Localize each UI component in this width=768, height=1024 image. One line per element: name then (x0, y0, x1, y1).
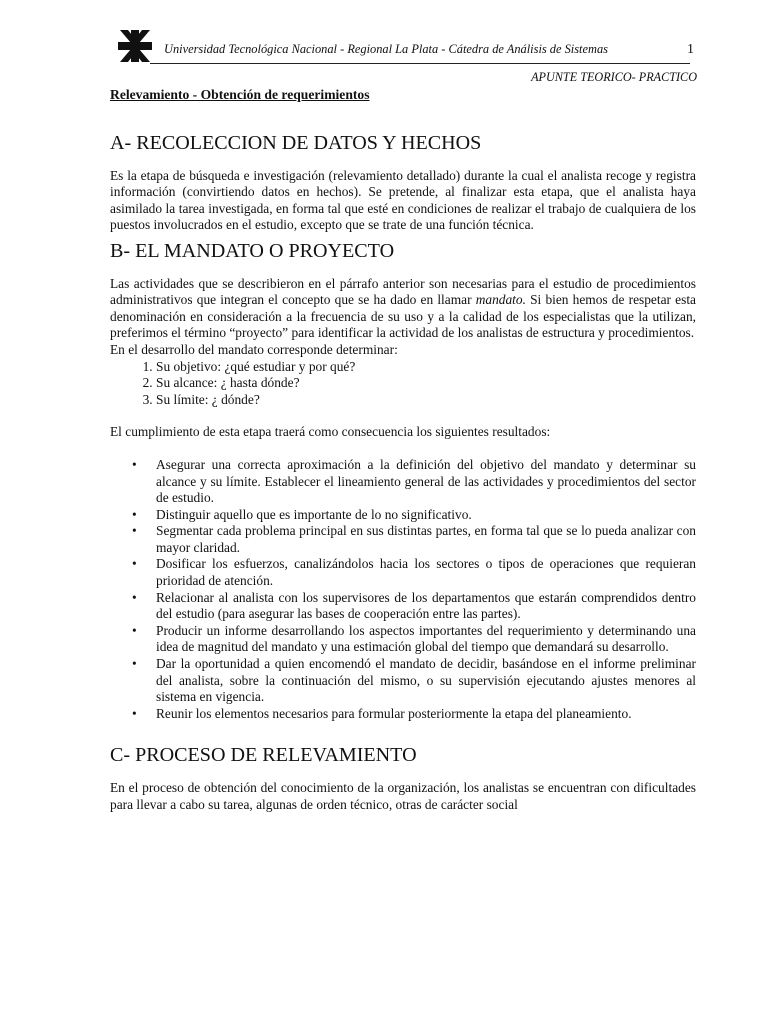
result-text: Relacionar al analista con los supervisores de los departamentos que estarán comprendidos dentro del estudio (para asegurar las bases de cooperación entre las partes). (156, 589, 696, 622)
utn-logo-icon (118, 30, 152, 62)
mandato-numbered-list (110, 359, 696, 409)
list-item: 1. Su objetivo: ¿qué estudiar y por qué? (156, 359, 696, 376)
section-b-heading: B- EL MANDATO O PROYECTO (110, 239, 395, 262)
list-item (110, 523, 696, 556)
mandato-emphasis: mandato. (475, 292, 526, 308)
result-text: Asegurar una correcta aproximación a la definición del objetivo del mandato y determinar su alcance y su límite. Establecer el lineamiento general de las actividades y procedimientos del sector de estudio. (156, 456, 696, 506)
page-number: 1 (687, 42, 694, 57)
bullet-icon: • (132, 589, 137, 605)
section-a-heading: A- RECOLECCION DE DATOS Y HECHOS (110, 132, 482, 154)
list-item (110, 590, 696, 623)
header-institution: Universidad Tecnológica Nacional - Regional La Plata - Cátedra de Análisis de Sistemas (164, 42, 608, 56)
bullet-icon: • (132, 705, 137, 721)
list-item: 2. Su alcance: ¿ hasta dónde? (156, 375, 696, 392)
bullet-icon: • (132, 523, 137, 539)
bullet-icon: • (132, 556, 137, 572)
results-bullet-list (110, 457, 696, 723)
list-item (110, 656, 696, 706)
result-text: Dar la oportunidad a quien encomendó el mandato de decidir, basándose en el informe preliminar del analista, sobre la continuación del mismo, o su supervisión ejecutando ajustes menores al sistema en vigencia. (156, 656, 696, 705)
section-b-text-2: Si bien hemos de respetar esta denominación en consideración a la frecuencia de su uso y a la calidad de los especialistas que la utilizan, preferimos el término “proyecto” para identificar la actividad de los analistas de estructura y procedimientos. (110, 292, 696, 341)
list-item (110, 556, 696, 589)
result-text: Distinguir aquello que es importante de lo no significativo. (156, 506, 472, 522)
bullet-icon: • (132, 622, 137, 638)
section-b-paragraph (110, 276, 696, 342)
bullet-icon: • (132, 456, 137, 472)
section-c-paragraph: En el proceso de obtención del conocimiento de la organización, los analistas se encuentran con dificultades para llevar a cabo su tarea, algunas de orden técnico, otras de carácter social (110, 780, 696, 812)
results-intro: El cumplimiento de esta etapa traerá como consecuencia los siguientes resultados: (110, 424, 551, 440)
list-item (110, 457, 696, 507)
list-item (110, 706, 696, 723)
section-c-heading: C- PROCESO DE RELEVAMIENTO (110, 744, 417, 767)
section-a-paragraph: Es la etapa de búsqueda e investigación (relevamiento detallado) durante la cual el analista recoge y registra información (convirtiendo datos en hechos). Se pretende, al finalizar esta etapa, que el analista haya asimilado la tarea investigada, en forma tal que esté en condiciones de realizar el trabajo de cualquiera de los puestos involucrados en el estudio, excepto que se trate de una función técnica. (110, 167, 696, 233)
list-item (110, 507, 696, 524)
page-title: Relevamiento - Obtención de requerimientos (110, 87, 370, 102)
result-text: Reunir los elementos necesarios para formular posteriormente la etapa del planeamiento. (156, 705, 632, 721)
document-type-label: APUNTE TEORICO- PRACTICO (531, 70, 697, 84)
bullet-icon: • (132, 506, 137, 522)
section-b-text-1: Las actividades que se describieron en el párrafo anterior son necesarias para el estudio de procedimientos administrativos que integran el concepto que se ha dado en llamar (110, 275, 696, 308)
document-body (110, 86, 696, 813)
header-divider (150, 63, 690, 64)
list-item: 3. Su límite: ¿ dónde? (156, 392, 696, 409)
list-intro: En el desarrollo del mandato corresponde determinar: (110, 341, 398, 357)
list-item (110, 623, 696, 656)
result-text: Dosificar los esfuerzos, canalizándolos hacia los sectores o tipos de operaciones que requieran prioridad de atención. (156, 556, 696, 589)
bullet-icon: • (132, 656, 137, 672)
result-text: Producir un informe desarrollando los aspectos importantes del requerimiento y determinando una idea de magnitud del mandato y una estimación global del tiempo que demandará su desarrollo. (156, 622, 696, 655)
result-text: Segmentar cada problema principal en sus distintas partes, en forma tal que se lo pueda analizar con mayor claridad. (156, 523, 696, 555)
